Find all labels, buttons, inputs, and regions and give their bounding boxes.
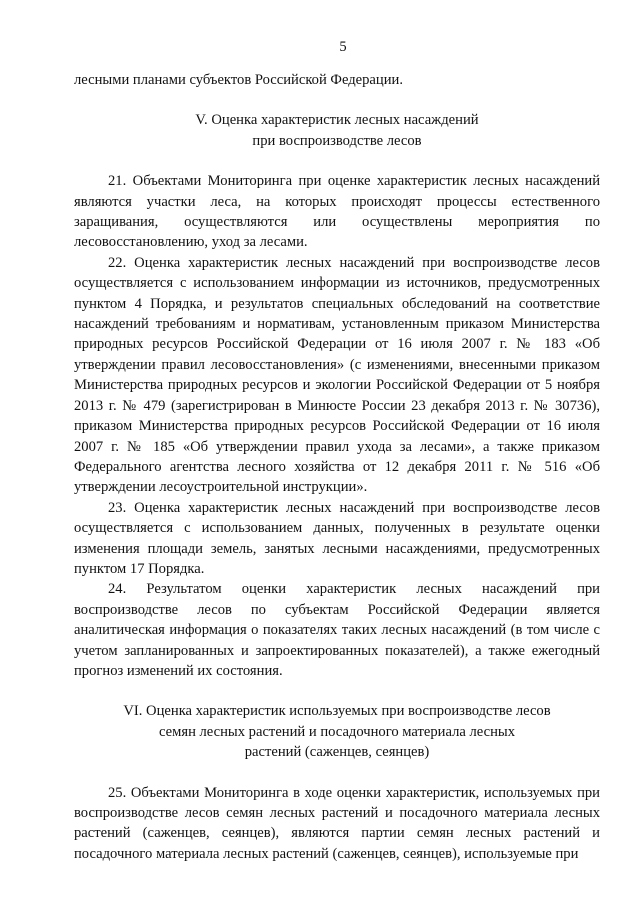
paragraph-22: 22. Оценка характеристик лесных насаждений при воспроизводстве лесов осуществляется с использованием информации из источников, предусмотренных пунктом 4 Порядка, и результатов специальных обследований на соответствие насаждений требованиям и нормативам, установленным приказом Министерства природных ресурсов Российской Федерации от 16 июля 2007 г. № 183 «Об утверждении правил лесовосстановления» (с изменениями, внесенными приказом Министерства природных ресурсов и экологии Российской Федерации от 5 ноября 2013 г. № 479 (зарегистрирован в Минюсте России 23 декабря 2013 г. № 30736), приказом Министерства природных ресурсов Российской Федерации от 16 июля 2007 г. № 185 «Об утверждении правил ухода за лесами», а также приказом Федерального агентства лесного хозяйства от 12 декабря 2011 г. № 516 «Об утверждении лесоустроительной инструкции». xyxy=(74,254,600,496)
section-6-heading xyxy=(74,701,600,762)
section-5-title-line-2: при воспроизводстве лесов xyxy=(252,132,422,149)
section-5-title-line-1: V. Оценка характеристик лесных насаждений xyxy=(195,112,479,129)
section-6-title-line-2: семян лесных растений и посадочного материала лесных xyxy=(158,723,516,740)
paragraph-23: 23. Оценка характеристик лесных насаждений при воспроизводстве лесов осуществляется с использованием данных, полученных в результате оценки изменения площади земель, занятых лесными насаждениями, предусмотренных пунктом 17 Порядка. xyxy=(74,499,600,577)
paragraph-21: 21. Объектами Мониторинга при оценке характеристик лесных насаждений являются участки леса, на которых происходят процессы естественного заращивания, осуществляются или осуществлены мероприятия по лесовосстановлению, уход за лесами. xyxy=(74,173,600,251)
section-6-title-line-1: VI. Оценка характеристик используемых при воспроизводстве лесов xyxy=(123,703,551,720)
section-5-heading xyxy=(74,110,600,151)
paragraph-24: 24. Результатом оценки характеристик лесных насаждений при воспроизводстве лесов по субъектам Российской Федерации является аналитическая информация о показателях таких лесных насаждений (в том числе с учетом запланированных и запроектированных показателей), а также ежегодный прогноз изменений их состояния. xyxy=(74,581,600,679)
section-6-title-line-3: растений (саженцев, сеянцев) xyxy=(244,744,430,761)
paragraph-25: 25. Объектами Мониторинга в ходе оценки характеристик, используемых при воспроизводстве лесов семян лесных растений и посадочного материала лесных растений (саженцев, сеянцев), являются партии семян лесных растений и посадочного материала лесных растений (саженцев, сеянцев), используемые при xyxy=(74,784,600,862)
intro-line: лесными планами субъектов Российской Федерации. xyxy=(74,72,403,88)
page-number: 5 xyxy=(339,39,347,55)
